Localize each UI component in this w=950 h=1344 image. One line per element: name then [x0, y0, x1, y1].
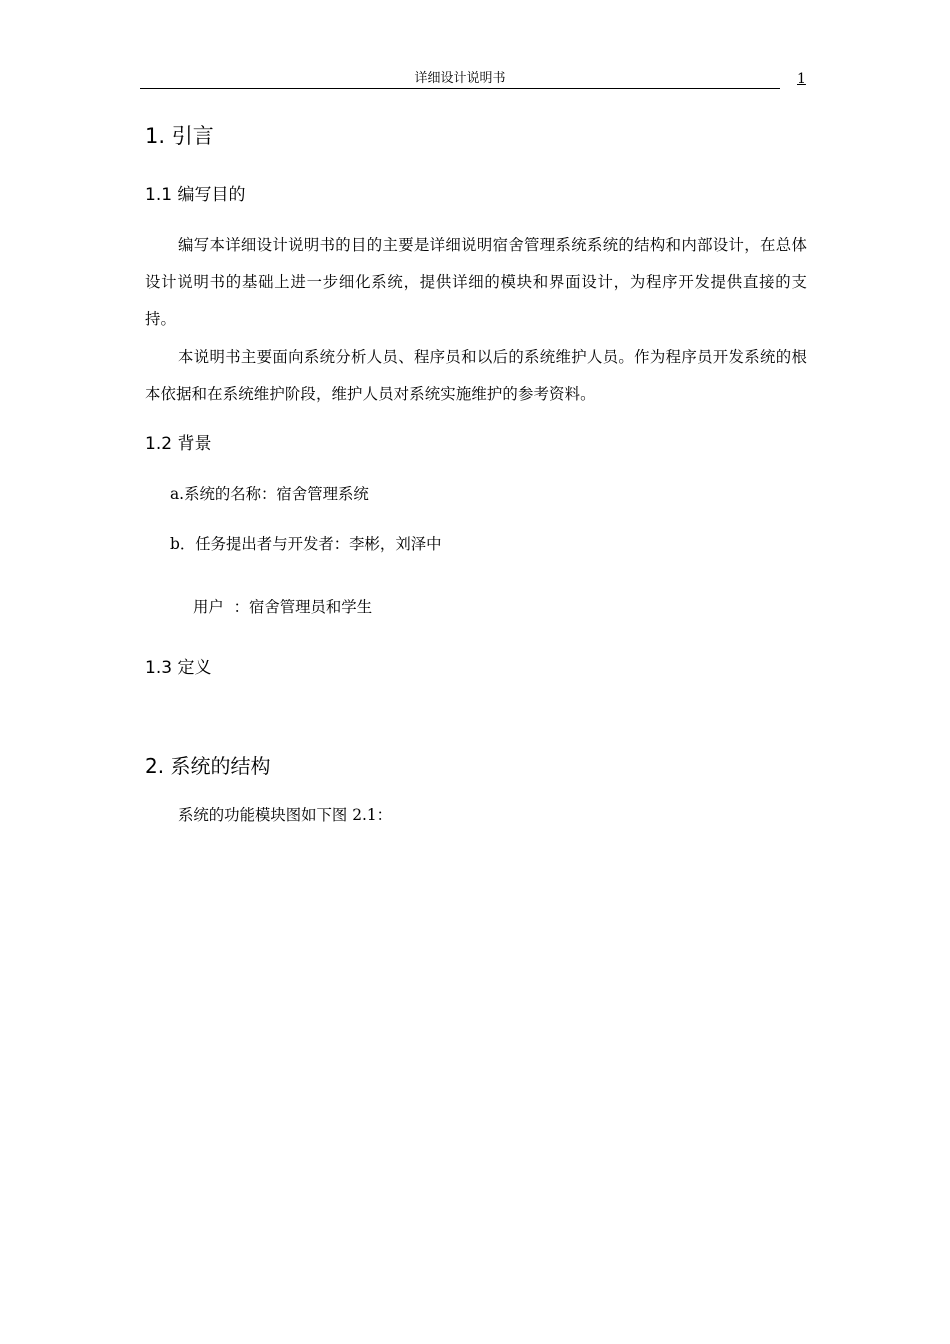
section-1-2-heading: 1.2 背景 [145, 434, 212, 454]
header-rule [140, 88, 780, 89]
background-item-user: 用户 ：宿舍管理员和学生 [193, 598, 373, 616]
page-number: 1 [797, 71, 806, 87]
background-item-a: a.系统的名称：宿舍管理系统 [170, 485, 369, 503]
section-1-1-paragraph-1: 编写本详细设计说明书的目的主要是详细说明宿舍管理系统系统的结构和内部设计，在总体设计说明书的基础上进一步细化系统，提供详细的模块和界面设计，为程序开发提供直接的支持。 [145, 236, 807, 328]
header-title: 详细设计说明书 [414, 71, 506, 86]
section-1-3-heading: 1.3 定义 [145, 658, 212, 678]
section-1-heading: 1. 引言 [145, 124, 214, 148]
section-1-1-paragraph-2: 本说明书主要面向系统分析人员、程序员和以后的系统维护人员。作为程序员开发系统的根本依据和在系统维护阶段，维护人员对系统实施维护的参考资料。 [145, 348, 807, 403]
section-2-intro: 系统的功能模块图如下图 2.1： [178, 806, 393, 824]
background-item-b: b．任务提出者与开发者：李彬，刘泽中 [170, 535, 442, 553]
section-1-1-heading: 1.1 编写目的 [145, 185, 246, 205]
section-2-heading: 2. 系统的结构 [145, 754, 271, 778]
